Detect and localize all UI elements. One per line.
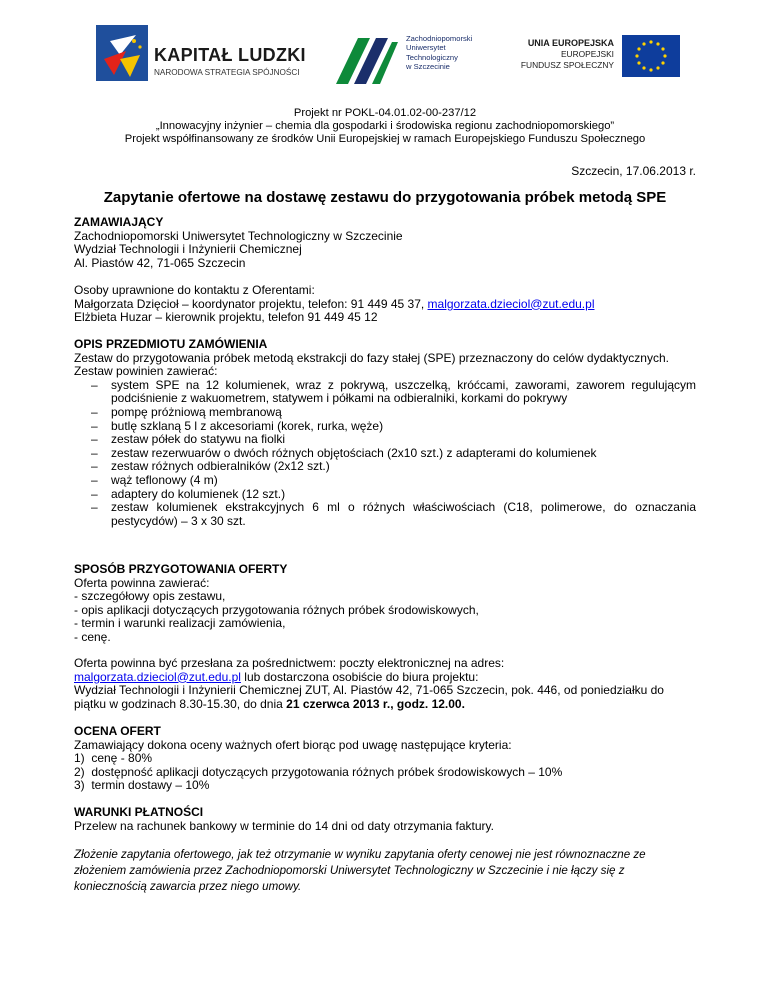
zut-line: Uniwersytet <box>406 43 446 53</box>
list-item: – zestaw rezerwuarów o dwóch różnych objętościach (2x10 szt.) z adapterami do kolumienek <box>74 447 696 461</box>
zut-line: Technologiczny <box>406 52 458 62</box>
submission-line: Oferta powinna być przesłana za pośrednictwem: poczty elektronicznej na adres: <box>74 656 505 670</box>
list-item: – system SPE na 12 kolumienek, wraz z pokrywą, uszczelką, króćcami, zaworami, zaworem regulującym podciśnienie z wakuometrem, statywem i półkami na odbieralniki, korkami do pokrywy <box>74 379 696 406</box>
zut-line: Zachodniopomorski <box>406 34 473 43</box>
zut-name <box>406 34 472 72</box>
footer-note: Złożenie zapytania ofertowego, jak też otrzymanie w wyniku zapytania oferty cenowej nie jest równoznaczne ze złożeniem zamówienia przez Zachodniopomorski Uniwersytet Technologiczny w Szczecinie i nie łączy się z koniecznością zawarcia przez niego umowy. <box>74 848 646 893</box>
zut-emblem-icon <box>332 34 400 86</box>
contact-email-link[interactable]: malgorzata.dzieciol@zut.edu.pl <box>427 296 595 311</box>
section-heading: OCENA OFERT <box>74 724 161 738</box>
payment-section <box>74 806 696 833</box>
contacts-intro: Osoby uprawnione do kontaktu z Oferentami: <box>74 283 315 297</box>
preparation-line: - opis aplikacji dotyczących przygotowania różnych próbek środowiskowych, <box>74 602 479 617</box>
preparation-line: - szczegółowy opis zestawu, <box>74 589 226 604</box>
criterion-item: 1) cenę - 80% <box>74 751 153 766</box>
kapital-ludzki-subtitle: NARODOWA STRATEGIA SPÓJNOŚCI <box>154 68 300 77</box>
submission-text: lub dostarczona osobiście do biura projektu: <box>240 669 479 684</box>
submission-address <box>74 684 696 711</box>
eu-line: FUNDUSZ SPOŁECZNY <box>520 60 614 70</box>
section-heading: WARUNKI PŁATNOŚCI <box>74 805 204 819</box>
section-heading: SPOSÓB PRZYGOTOWANIA OFERTY <box>74 562 288 576</box>
logo-bar <box>0 0 768 90</box>
preparation-line: Oferta powinna zawierać: <box>74 575 210 590</box>
contact-line: Elżbieta Huzar – kierownik projektu, telefon 91 449 45 12 <box>74 310 378 325</box>
kapital-ludzki-logo <box>96 25 326 85</box>
document-date: Szczecin, 17.06.2013 r. <box>571 164 696 178</box>
kapital-ludzki-emblem-icon <box>96 25 148 81</box>
document-title: Zapytanie ofertowe na dostawę zestawu do przygotowania próbek metodą SPE <box>103 189 667 206</box>
list-item: – adaptery do kolumienek (12 szt.) <box>74 488 696 502</box>
list-item: – zestaw półek do statywu na fiolki <box>74 433 696 447</box>
evaluation-section <box>74 725 696 793</box>
subject-section <box>74 338 696 528</box>
submission-email-link[interactable]: malgorzata.dzieciol@zut.edu.pl <box>74 669 241 684</box>
eu-logo <box>510 35 680 85</box>
contact-line <box>74 298 696 312</box>
preparation-line: - cenę. <box>74 629 111 644</box>
ordering-line: Al. Piastów 42, 71-065 Szczecin <box>74 255 246 270</box>
ordering-party-section <box>74 216 696 270</box>
preparation-section <box>74 563 696 645</box>
criterion-item: 3) termin dostawy – 10% <box>74 778 210 793</box>
eu-flag-icon <box>622 35 680 77</box>
section-heading: OPIS PRZEDMIOTU ZAMÓWIENIA <box>74 337 268 351</box>
criterion-item: 2) dostępność aplikacji dotyczących przygotowania różnych próbek środowiskowych – 10% <box>74 764 563 779</box>
section-heading: ZAMAWIAJĄCY <box>74 215 164 229</box>
eu-line: UNIA EUROPEJSKA <box>527 38 614 48</box>
subject-paragraph: Zestaw do przygotowania próbek metodą ekstrakcji do fazy stałej (SPE) przeznaczony do celów dydaktycznych. <box>74 350 669 365</box>
contacts-section <box>74 284 696 325</box>
zut-line: w Szczecinie <box>406 62 450 72</box>
subject-intro: Zestaw powinien zawierać: <box>74 364 218 379</box>
list-item: – butlę szklaną 5 l z akcesoriami (korek, rurka, węże) <box>74 420 696 434</box>
list-item: – zestaw różnych odbieralników (2x12 szt.) <box>74 460 696 474</box>
eu-text <box>521 38 614 71</box>
submission-line <box>74 671 696 685</box>
project-info <box>74 107 696 146</box>
equipment-list <box>74 379 696 529</box>
kapital-ludzki-title: KAPITAŁ LUDZKI <box>154 45 306 65</box>
list-item: – zestaw kolumienek ekstrakcyjnych 6 ml o różnych właściwościach (C18, polimerowe, do oznaczania pestycydów) – 3 x 30 szt. <box>74 501 696 528</box>
list-item: – pompę próżniową membranową <box>74 406 696 420</box>
eu-line: EUROPEJSKI <box>560 49 614 59</box>
submission-text: Wydział Technologii i Inżynierii Chemicznej ZUT, Al. Piastów 42, 71-065 Szczecin, pok. 446, od poniedziałku do piątku w godzinach 8.30-15.30, do dnia <box>74 683 664 711</box>
project-name: „Innowacyjny inżynier – chemia dla gospodarki i środowiska regionu zachodniopomorskiego” <box>155 120 615 132</box>
contact-text: Małgorzata Dzięcioł – koordynator projektu, telefon: 91 449 45 37, <box>74 296 428 311</box>
ordering-line: Zachodniopomorski Uniwersytet Technologiczny w Szczecinie <box>74 228 403 243</box>
payment-text: Przelew na rachunek bankowy w terminie do 14 dni od daty otrzymania faktury. <box>74 818 494 833</box>
preparation-line: - termin i warunki realizacji zamówienia, <box>74 616 286 631</box>
ordering-line: Wydział Technologii i Inżynierii Chemicznej <box>74 242 302 257</box>
zut-logo <box>332 28 492 90</box>
submission-section <box>74 657 696 711</box>
list-item: – wąż teflonowy (4 m) <box>74 474 696 488</box>
submission-deadline: 21 czerwca 2013 r., godz. 12.00. <box>286 696 465 711</box>
project-number: Projekt nr POKL-04.01.02-00-237/12 <box>293 107 477 119</box>
evaluation-intro: Zamawiający dokona oceny ważnych ofert biorąc pod uwagę następujące kryteria: <box>74 737 512 752</box>
project-funding: Projekt współfinansowany ze środków Unii Europejskiej w ramach Europejskiego Funduszu Społecznego <box>124 133 646 145</box>
